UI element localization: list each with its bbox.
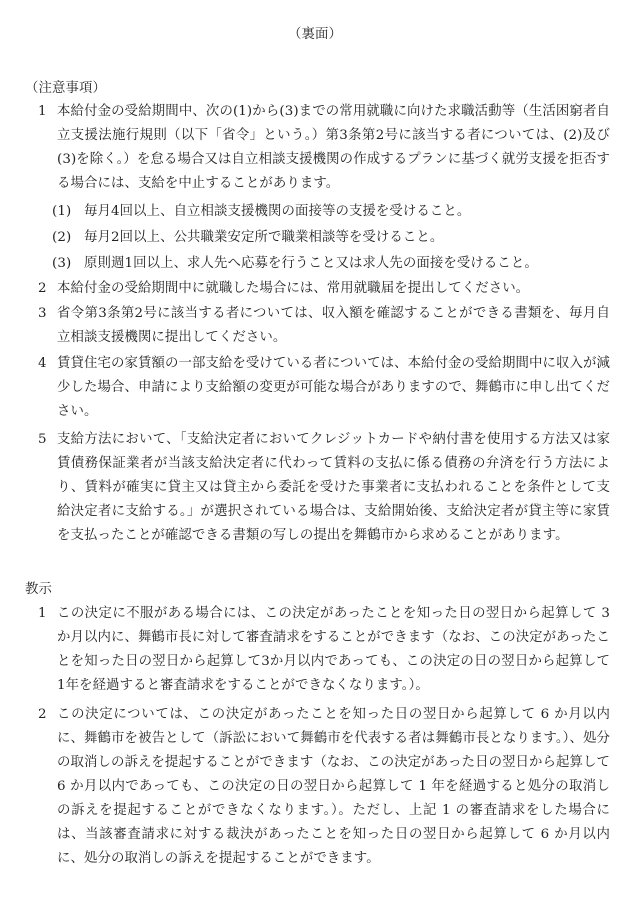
instruction-item-2	[38, 703, 610, 871]
notes-item-2	[38, 277, 610, 301]
instruction-item-1	[38, 602, 610, 698]
subitem-text: 毎月2回以上、公共職業安定所で職業相談等を受けること。	[84, 230, 444, 245]
item-text: この決定に不服がある場合には、この決定があったことを知った日の翌日から起算して 3 か月以内に、舞鶴市長に対して審査請求をすることができます（なお、この決定があったことを知った日の翌日から起算して3か月以内であっても、この決定の日の翌日から起算して1年を経過すると審査請求をすることができなくなります。）。	[57, 606, 610, 693]
item-text: 支給方法において、「支給決定者においてクレジットカードや納付書を使用する方法又は家賃債務保証業者が当該支給決定者に代わって賃料の支払に係る債務の弁済を行う方法により、賃料が確実に貸主又は貸主から委託を受けた事業者に支払われることを条件として支給決定者に支給する。」が選択されている場合は、支給開始後、支給決定者が貸主等に家賃を支払ったことが確認できる書類の写しの提出を舞鶴市から求めることがあります。	[57, 432, 610, 543]
page-title: （裏面）	[288, 27, 342, 42]
item-number: 1	[38, 606, 47, 621]
subitem-text: 原則週1回以上、求人先へ応募を行うこと又は求人先の面接を受けること。	[84, 256, 538, 271]
notes-subitem-3	[52, 252, 610, 276]
notes-item-4	[38, 352, 610, 424]
notes-subitem-2	[52, 226, 610, 250]
item-text: この決定については、この決定があったことを知った日の翌日から起算して 6 か月以内に、舞鶴市を被告として（訴訟において舞鶴市を代表する者は舞鶴市長となります。）、処分の取消しの訴えを提起することができます（なお、この決定があった日の翌日から起算して 6 か月以内であっても、この決定の日の翌日から起算して 1 年を経過すると処分の取消しの訴えを提起することができなくなります。）。ただし、上記 1 の審査請求をした場合には、当該審査請求に対する裁決があったことを知った日の翌日から起算して 6 か月以内に、処分の取消しの訴えを提起することができます。	[57, 707, 610, 866]
item-text: 本給付金の受給期間中、次の(1)から(3)までの常用就職に向けた求職活動等（生活困窮者自立支援法施行規則（以下「省令」という。）第3条第2号に該当する者については、(2)及び(3)を除く。）を怠る場合又は自立相談支援機関の作成するプランに基づく就労支援を拒否する場合には、支給を中止することがあります。	[57, 104, 610, 191]
item-number: 2	[38, 707, 47, 722]
item-number: 5	[38, 432, 47, 447]
item-number: 4	[38, 356, 47, 371]
notes-heading: （注意事項）	[25, 81, 106, 96]
subitem-number: (2)	[52, 230, 72, 245]
subitem-number: (1)	[52, 204, 72, 219]
notes-item-5	[38, 428, 610, 548]
instruction-heading: 教示	[25, 582, 52, 597]
item-number: 3	[38, 306, 47, 321]
subitem-number: (3)	[52, 256, 72, 271]
item-text: 省令第3条第2号に該当する者については、収入額を確認することができる書類を、毎月自立相談支援機関に提出してください。	[57, 306, 610, 345]
notes-item-1	[38, 100, 610, 196]
item-text: 賃貸住宅の家賃額の一部支給を受けている者については、本給付金の受給期間中に収入が減少した場合、申請により支給額の変更が可能な場合がありますので、舞鶴市に申し出てください。	[57, 356, 610, 419]
item-number: 2	[38, 281, 47, 296]
item-number: 1	[38, 104, 47, 119]
notes-item-3	[38, 302, 610, 350]
notes-subitem-1	[52, 200, 610, 224]
subitem-text: 毎月4回以上、自立相談支援機関の面接等の支援を受けること。	[84, 204, 471, 219]
item-text: 本給付金の受給期間中に就職した場合には、常用就職届を提出してください。	[57, 281, 530, 296]
